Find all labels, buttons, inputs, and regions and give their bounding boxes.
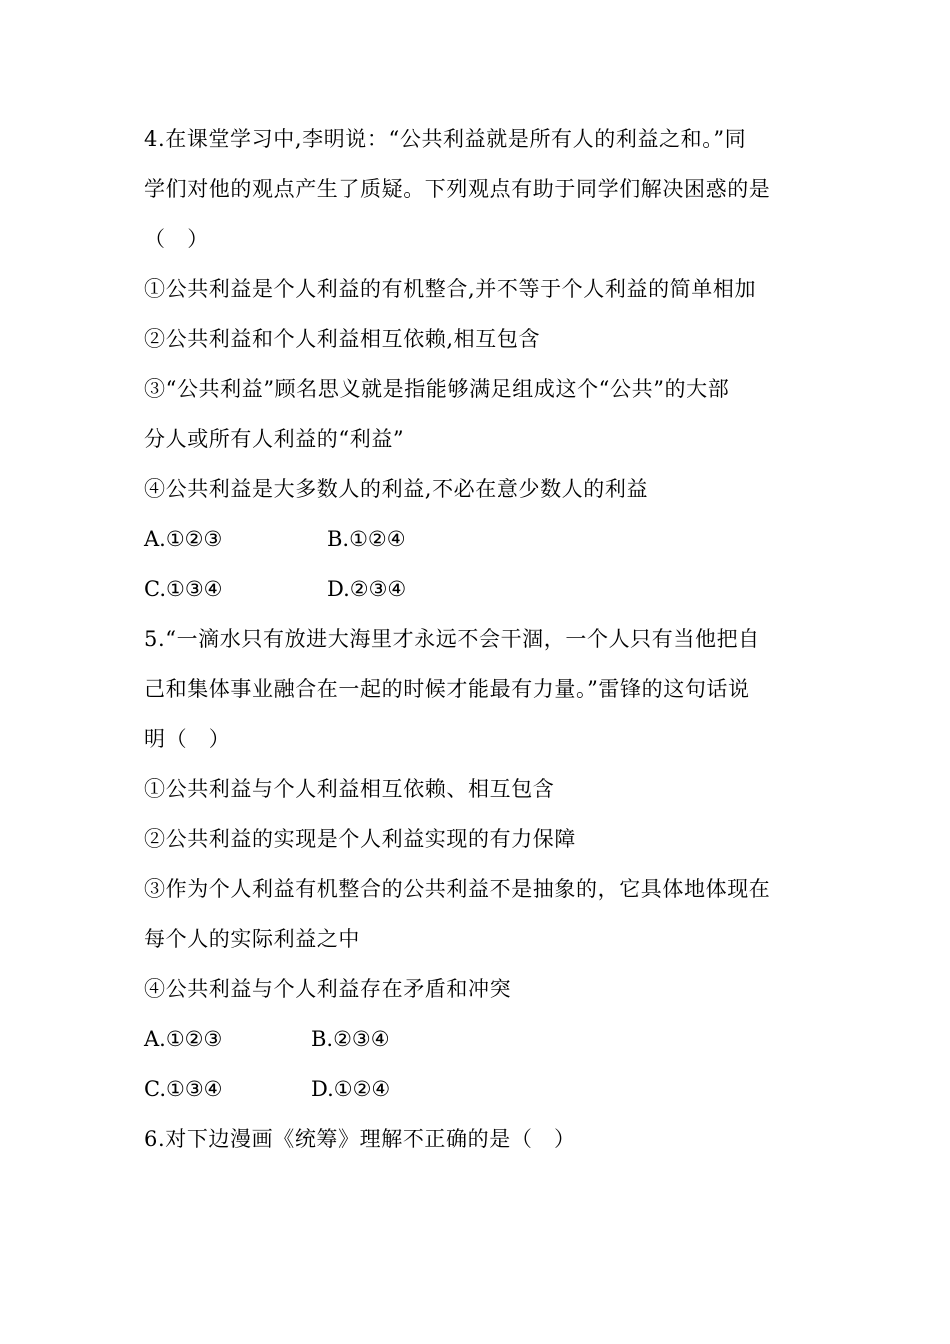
- q5-statement-3-cont: 每个人的实际利益之中: [144, 927, 360, 951]
- q4-statement-3-cont: 分人或所有人利益的“利益”: [144, 427, 405, 451]
- q4-option-a: A.①②③: [144, 527, 223, 551]
- q4-statement-1: ①公共利益是个人利益的有机整合,并不等于个人利益的简单相加: [144, 277, 757, 301]
- q4-stem-line-3: （ ）: [144, 227, 209, 251]
- q4-option-b: B.①②④: [327, 527, 406, 551]
- q5-option-b: B.②③④: [311, 1027, 390, 1051]
- q4-option-c: C.①③④: [144, 577, 223, 601]
- q6-stem-line-1: 6.对下边漫画《统筹》理解不正确的是（ ）: [144, 1127, 576, 1151]
- q5-option-d: D.①②④: [311, 1077, 391, 1101]
- q5-statement-2: ②公共利益的实现是个人利益实现的有力保障: [144, 827, 576, 851]
- q4-option-d: D.②③④: [327, 577, 407, 601]
- q5-stem-line-3: 明（ ）: [144, 727, 231, 751]
- q4-statement-4: ④公共利益是大多数人的利益,不必在意少数人的利益: [144, 477, 649, 501]
- q4-stem-line-1: 4.在课堂学习中,李明说：“公共利益就是所有人的利益之和。”同: [144, 127, 747, 151]
- q5-statement-4: ④公共利益与个人利益存在矛盾和冲突: [144, 977, 512, 1001]
- q5-statement-1: ①公共利益与个人利益相互依赖、相互包含: [144, 777, 555, 801]
- q5-stem-line-2: 己和集体事业融合在一起的时候才能最有力量。”雷锋的这句话说: [144, 677, 750, 701]
- q5-option-c: C.①③④: [144, 1077, 223, 1101]
- q4-statement-2: ②公共利益和个人利益相互依赖,相互包含: [144, 327, 541, 351]
- q4-stem-line-2: 学们对他的观点产生了质疑。下列观点有助于同学们解决困惑的是: [144, 177, 771, 201]
- q4-statement-3: ③“公共利益”顾名思义就是指能够满足组成这个“公共”的大部: [144, 377, 730, 401]
- q5-option-a: A.①②③: [144, 1027, 223, 1051]
- q5-stem-line-1: 5.“一滴水只有放进大海里才永远不会干涸，一个人只有当他把自: [144, 627, 760, 651]
- q5-statement-3: ③作为个人利益有机整合的公共利益不是抽象的，它具体地体现在: [144, 877, 771, 901]
